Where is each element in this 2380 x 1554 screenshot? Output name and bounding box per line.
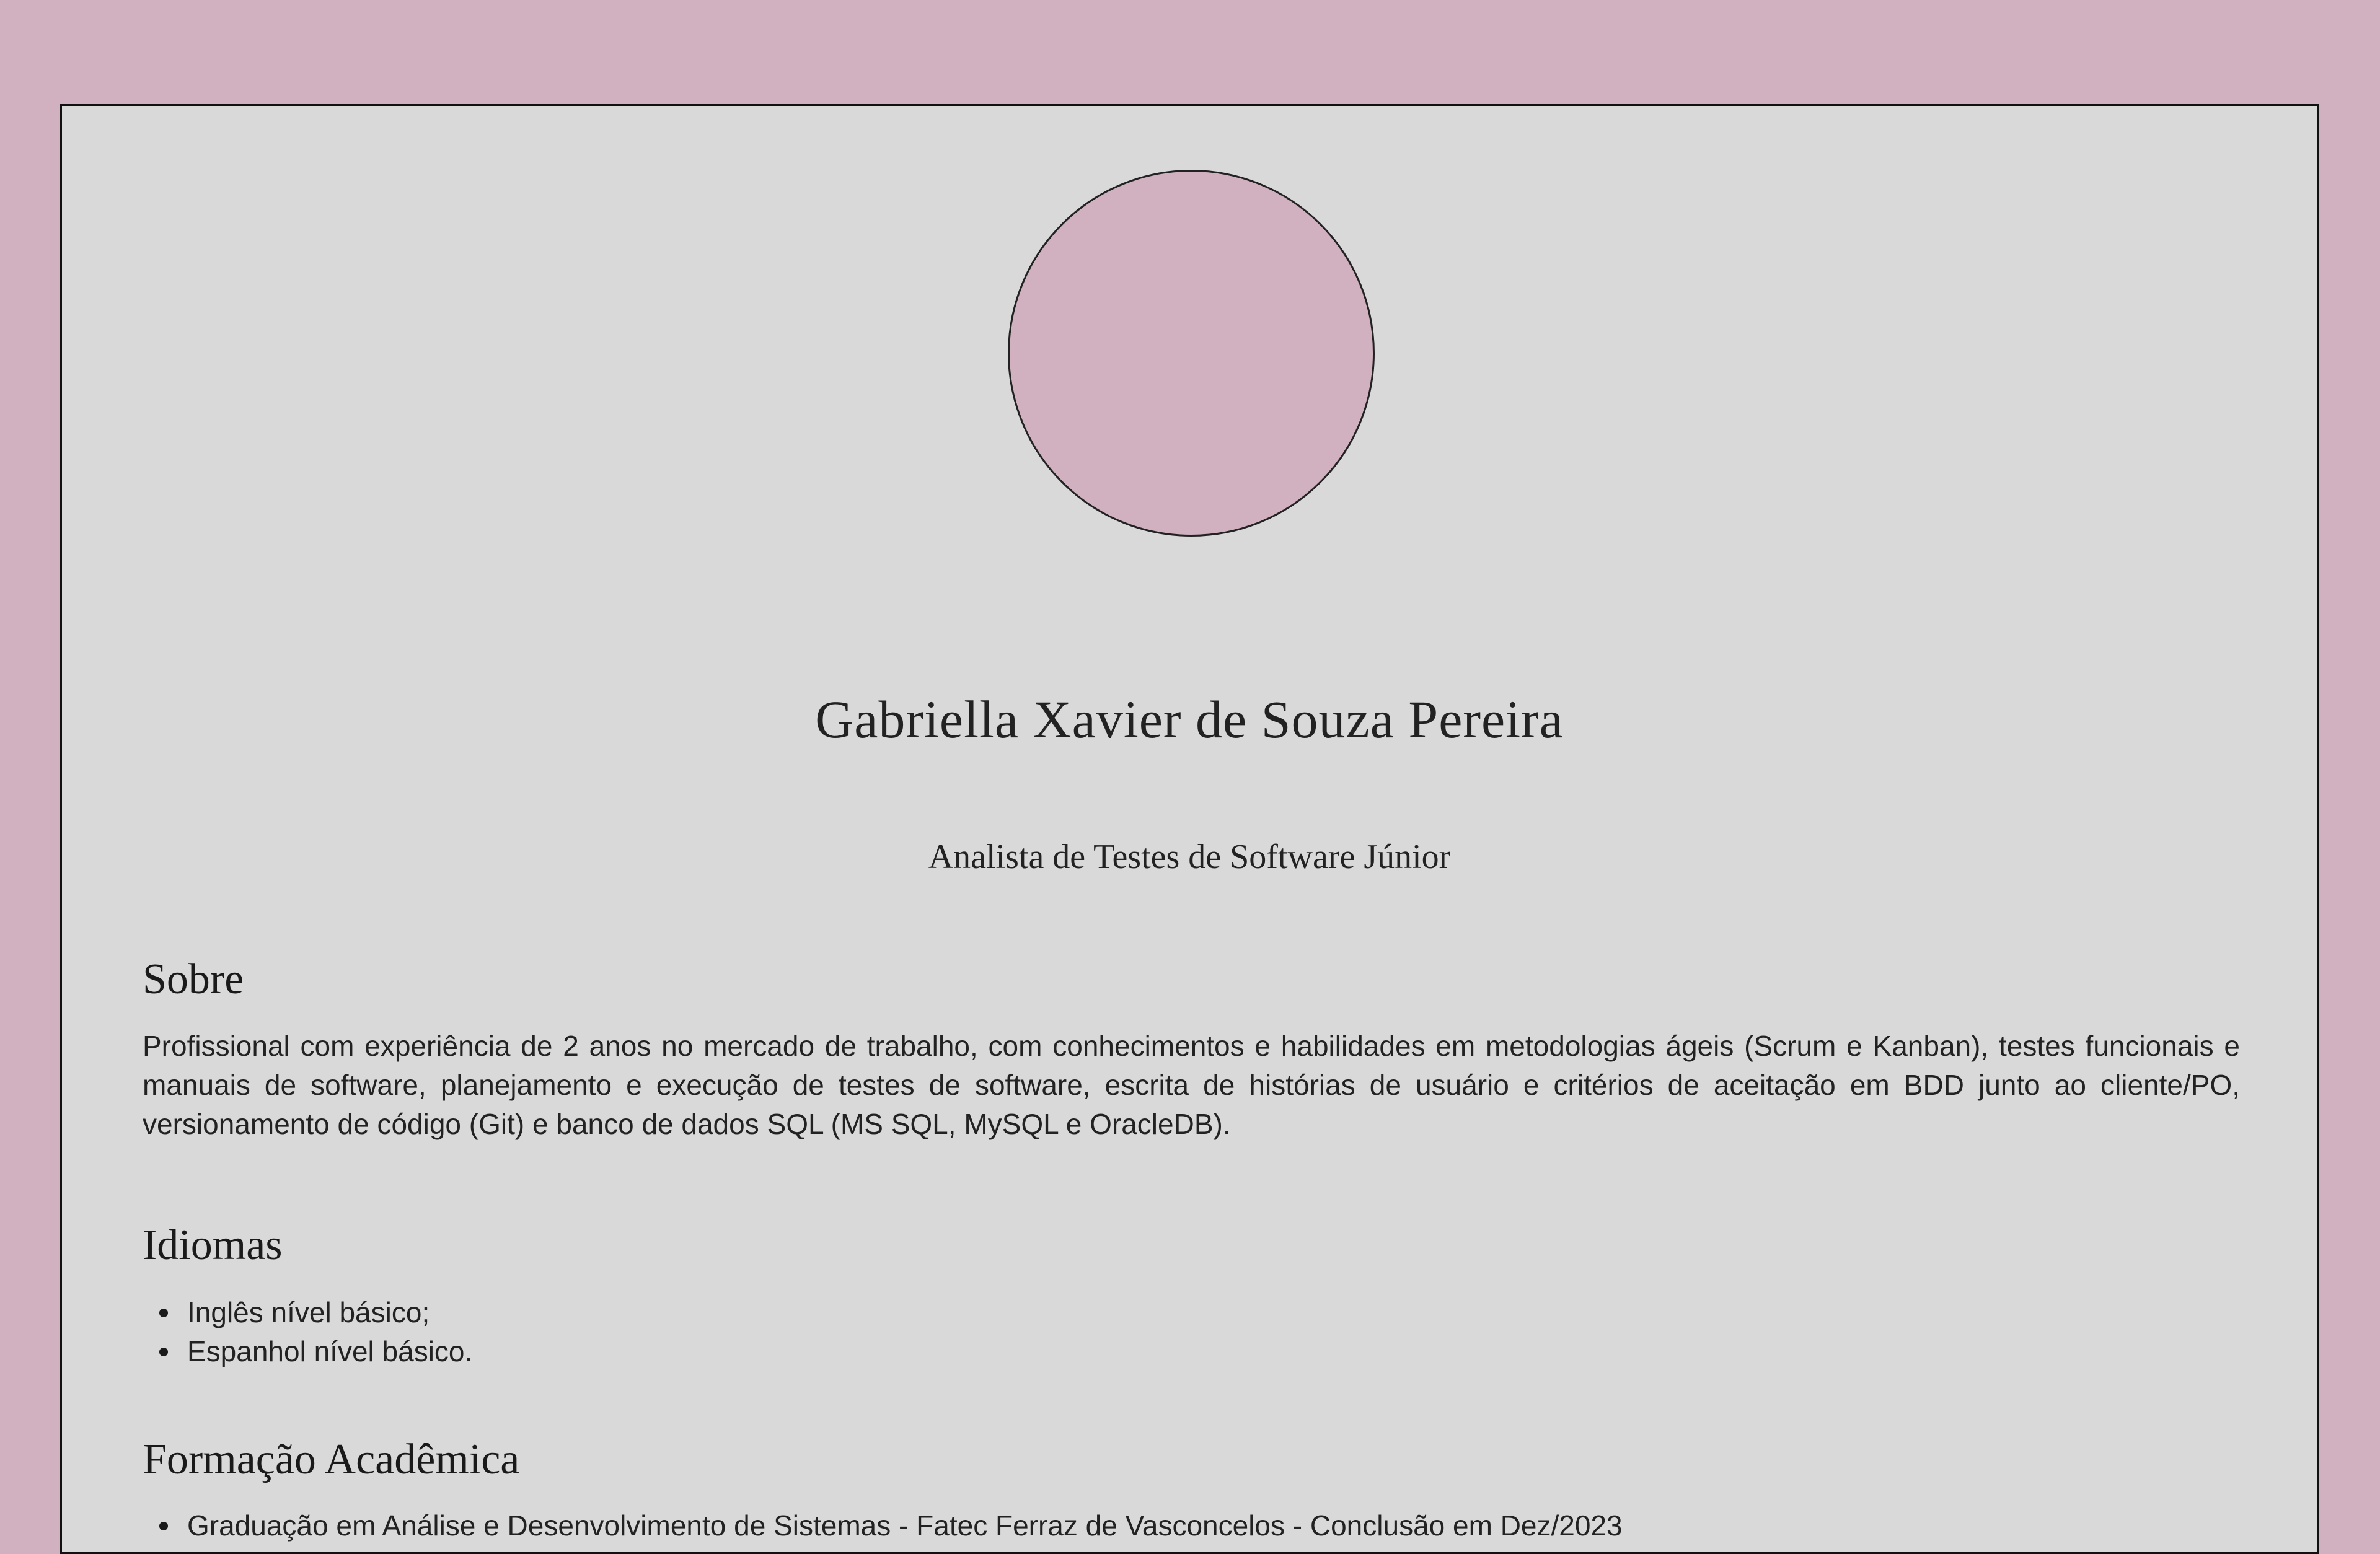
list-item: [143, 1293, 2240, 1332]
profile-name: Gabriella Xavier de Souza Pereira: [815, 690, 1564, 749]
about-text: Profissional com experiência de 2 anos no mercado de trabalho, com conhecimentos e habilidades em metodologias ágeis (Scrum e Kanban), testes funcionais e manuais de software, planejamento e execução de testes de software, escrita de histórias de usuário e critérios de aceitação em BDD junto ao cliente/PO, versionamento de código (Git) e banco de dados SQL (MS SQL, MySQL e OracleDB).: [143, 1030, 2240, 1140]
education-item-label: Graduação em Análise e Desenvolvimento de Sistemas - Fatec Ferraz de Vasconcelos - Conclusão em Dez/2023: [187, 1509, 1623, 1542]
bullet-icon: [159, 1522, 168, 1530]
education-list: [143, 1506, 2240, 1545]
languages-list: [143, 1293, 2240, 1371]
profile-role: Analista de Testes de Software Júnior: [928, 838, 1451, 876]
language-item-label: Inglês nível básico;: [187, 1296, 430, 1328]
section-title-about: Sobre: [143, 955, 244, 1003]
bullet-icon: [159, 1309, 168, 1317]
section-title-education: Formação Acadêmica: [143, 1436, 520, 1483]
bullet-icon: [159, 1348, 168, 1356]
section-title-languages: Idiomas: [143, 1221, 283, 1269]
resume-card: [60, 104, 2319, 1554]
language-item-label: Espanhol nível básico.: [187, 1335, 473, 1367]
list-item: [143, 1506, 2240, 1545]
list-item: [143, 1332, 2240, 1371]
avatar: [1008, 170, 1375, 537]
